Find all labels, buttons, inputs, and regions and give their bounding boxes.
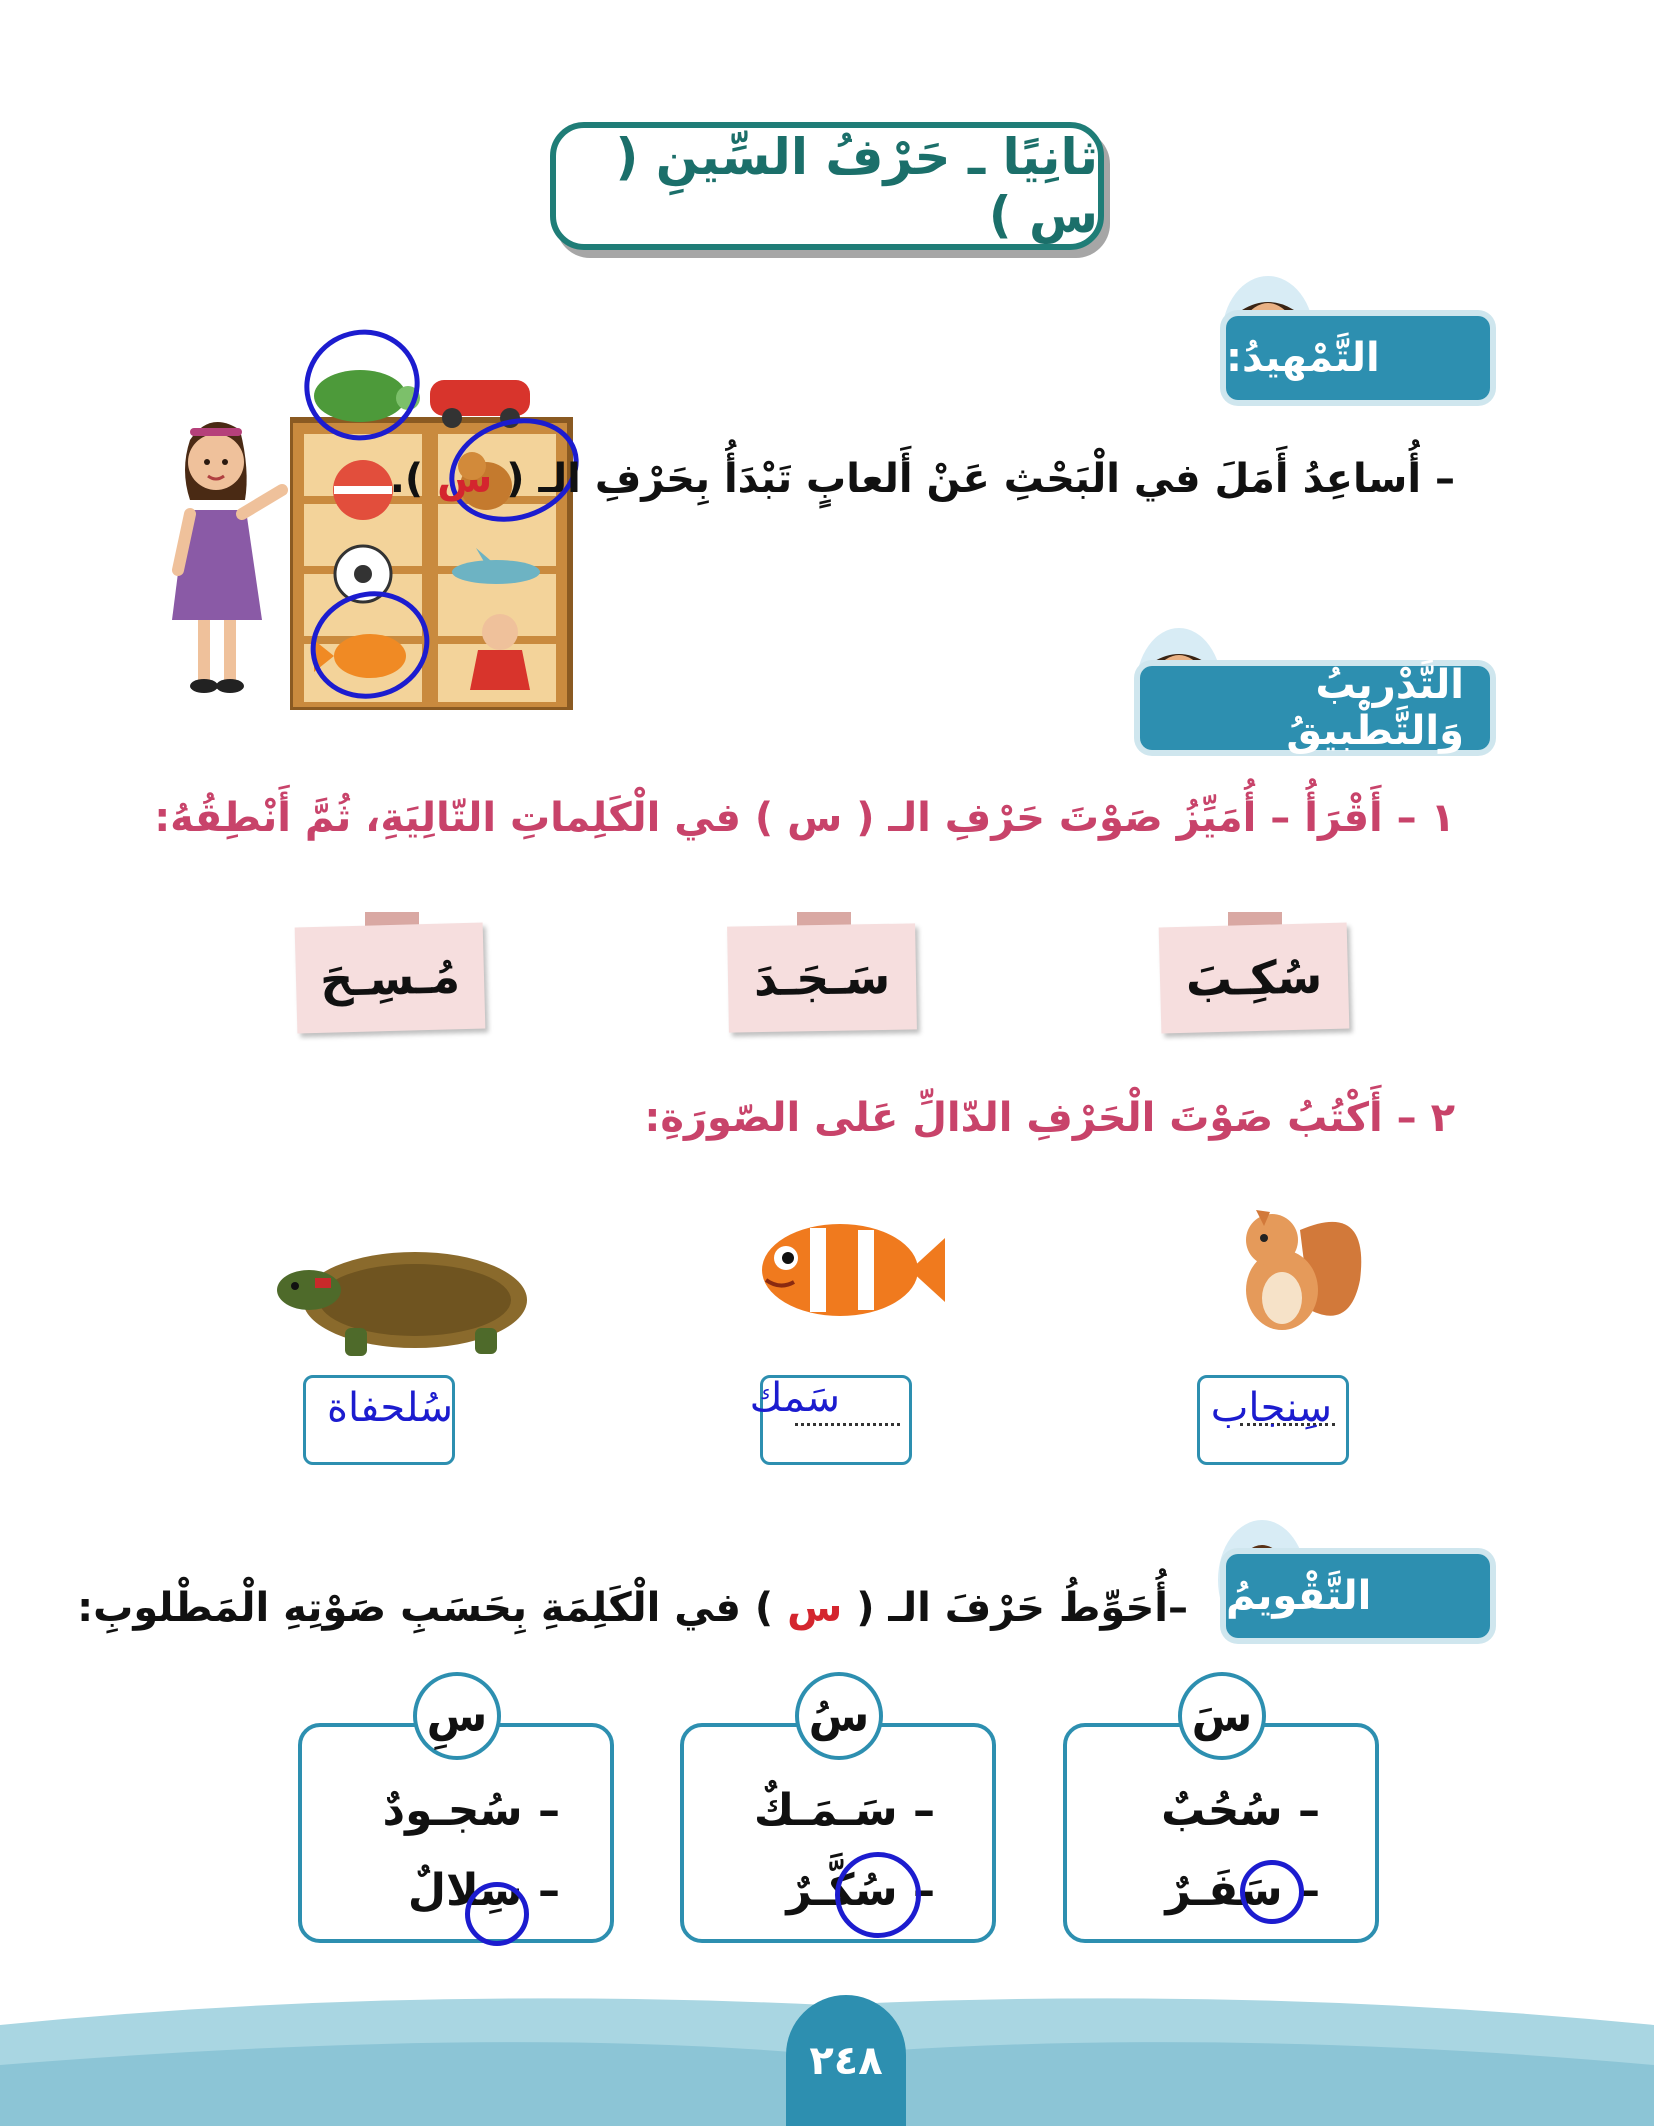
dotted-line (795, 1423, 900, 1426)
eval-word[interactable]: – سُجـودٌ (382, 1785, 560, 1836)
practice-tab-label: التَّدْريبُ وَالتَّطْبيقُ (1286, 662, 1464, 754)
intro-text-prefix: – أُساعِدُ أَمَلَ في الْبَحْثِ عَنْ أَلعابٍ تَبْدَأُ بِحَرْفِ الـ ( (506, 456, 1455, 502)
word-card-text: مُـسِـحَ (319, 949, 461, 1007)
ex1-text-prefix: ١ – أَقْرَأُ – أُمَيِّزُ صَوْتَ حَرْفِ الـ ( (856, 795, 1455, 841)
ex2-text: ٢ – أَكْتُبُ صَوْتَ الْحَرْفِ الدّالِّ عَلى الصّورَةِ: (644, 1095, 1455, 1141)
sound-label-text: سَ (1191, 1690, 1253, 1742)
clownfish-image (750, 1200, 945, 1340)
page-number-badge (786, 1995, 906, 2126)
sound-label-text: سُ (808, 1690, 870, 1742)
page-title: ثانِيًا ـ حَرْفُ السِّينِ ( س ) (615, 128, 1098, 244)
word-card-1 (1159, 923, 1350, 1034)
girl-illustration (150, 410, 290, 700)
pen-circle-answer (1240, 1860, 1304, 1924)
pen-circle-answer (835, 1852, 921, 1938)
title-frame (550, 122, 1104, 250)
eval-letter: س (787, 1585, 843, 1631)
eval-word[interactable]: – سُحُبٌ (1161, 1785, 1320, 1836)
exercise-2-instruction (600, 1095, 1455, 1141)
handwritten-answer-squirrel: سِنجاب (1210, 1385, 1332, 1431)
squirrel-image (1220, 1190, 1370, 1340)
eval-text-suffix: ) في الْكَلِمَةِ بِحَسَبِ صَوْتِهِ الْمَطْلوبِ: (77, 1585, 774, 1631)
eval-word[interactable]: – سَفَـرٌ (1165, 1865, 1320, 1916)
ex1-text-suffix: ) في الْكَلِماتِ التّالِيَةِ، ثُمَّ أَنْطِقُهُ: (154, 795, 774, 841)
pen-circle-answer (465, 1882, 529, 1946)
intro-instruction (389, 456, 1455, 502)
handwritten-answer-fish: سَمك (749, 1375, 840, 1421)
exercise-1-instruction (154, 795, 1455, 841)
intro-letter: س (437, 456, 493, 502)
sound-label-text: سِ (426, 1690, 488, 1742)
eval-word[interactable]: – سُكَّـرٌ (786, 1865, 935, 1916)
sound-label-kasra (413, 1672, 501, 1760)
evaluation-tab-label: التَّقْويمُ (1226, 1573, 1372, 1619)
word-card-text: سَـجَـدَ (753, 949, 891, 1007)
word-card-3 (295, 923, 486, 1034)
practice-tab (1140, 662, 1490, 754)
word-card-text: سُكِـبَ (1185, 949, 1323, 1007)
eval-text-prefix: –أُحَوِّطُ حَرْفَ الـ ( (856, 1585, 1188, 1631)
sound-label-damma (795, 1672, 883, 1760)
turtle-image (265, 1240, 535, 1360)
intro-tab-label: التَّمْهيدُ: (1226, 335, 1380, 381)
word-card-2 (727, 923, 917, 1032)
evaluation-tab (1226, 1554, 1490, 1638)
page-number: ٢٤٨ (809, 2037, 883, 2084)
evaluation-instruction (77, 1585, 1188, 1631)
eval-word[interactable]: – سِلالٌ (407, 1865, 560, 1916)
ex1-letter: س (787, 795, 843, 841)
sound-label-fatha (1178, 1672, 1266, 1760)
handwritten-answer-turtle: سُلحفاة (327, 1385, 453, 1431)
intro-tab (1226, 316, 1490, 400)
eval-word[interactable]: – سَـمَـكٌ (753, 1785, 935, 1836)
intro-text-suffix: ). (389, 456, 424, 502)
